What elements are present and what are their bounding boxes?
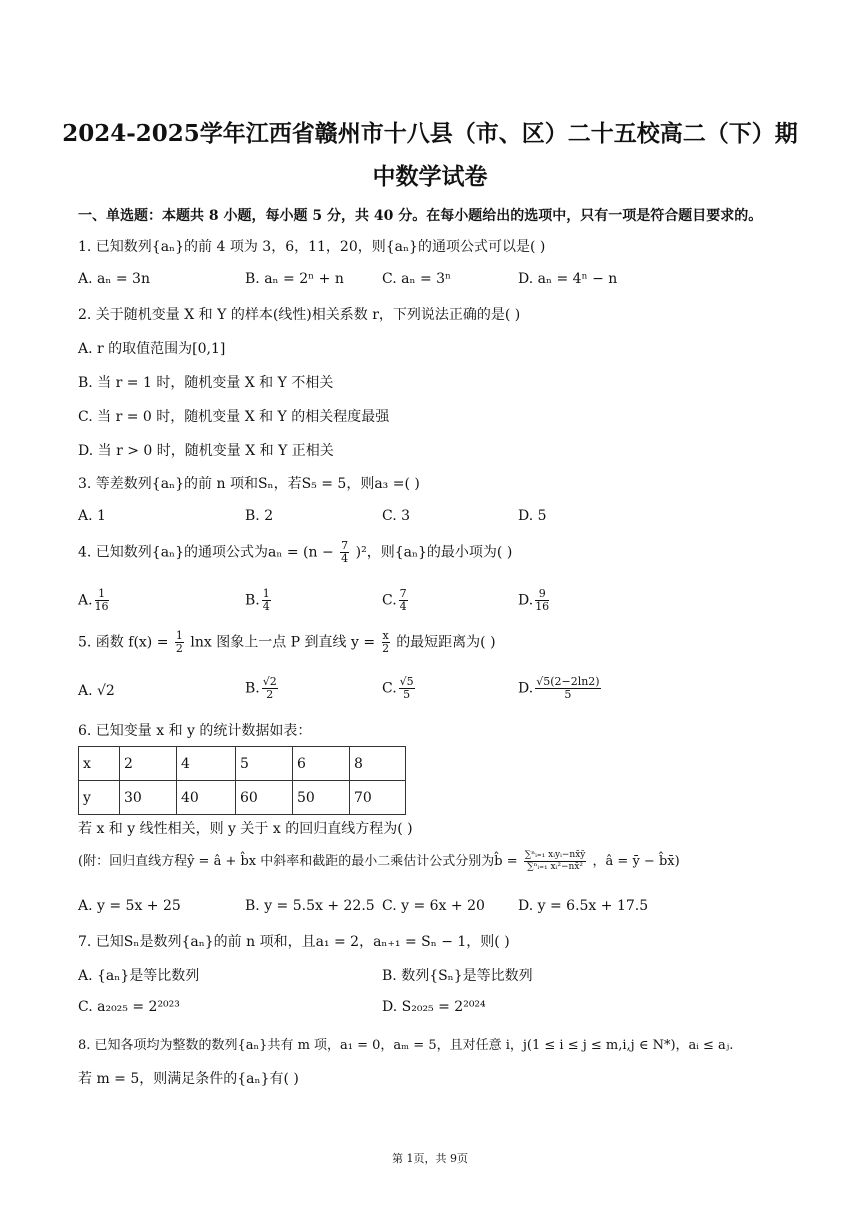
q4-option-a: A. $\frac{1}{16}$ [78,587,109,613]
q1-option-d: D. aₙ = 4ⁿ − n [518,271,618,287]
table-cell: 8 [350,747,406,781]
q5-stem: 5. 函数 f(x) = $\frac{1}{2}$ lnx 图象上一点 P 到直线 y = $\frac{x}{2}$ 的最短距离为( ) [78,629,496,655]
table-cell: 70 [350,781,406,815]
q3-option-c: C. 3 [382,508,411,524]
q5-half-fraction: $\frac{1}{2}$ [175,629,183,655]
exam-title-line2: 中数学试卷 [372,163,488,190]
q7-option-c: C. a₂₀₂₅ = 2²⁰²³ [78,999,180,1015]
q7-stem: 7. 已知Sₙ是数列{aₙ}的前 n 项和，且a₁ = 2，aₙ₊₁ = Sₙ − 1，则( ) [78,934,510,950]
table-cell: 2 [120,747,177,781]
table-cell: y [79,781,120,815]
q5-option-a: A. √2 [78,683,115,699]
q4-option-b: B. $\frac{1}{4}$ [245,587,270,613]
q4-option-c: C. $\frac{7}{4}$ [382,587,407,613]
q4-stem-fraction: $\frac{7}{4}$ [341,539,349,565]
table-cell: 4 [177,747,236,781]
q4-stem-part2: )²，则{aₙ}的最小项为( ) [355,544,513,561]
exam-title-line1: 2024-2025学年江西省赣州市十八县（市、区）二十五校高二（下）期 [62,120,798,147]
q5-line-fraction: $\frac{x}{2}$ [382,629,390,655]
q2-option-c: C. 当 r = 0 时，随机变量 X 和 Y 的相关程度最强 [78,409,390,425]
q5-option-c: C. $\frac{√5}{5}$ [382,675,414,701]
table-row [79,747,406,781]
q5-option-b: B. $\frac{√2}{2}$ [245,675,277,701]
q6-stem: 6. 已知变量 x 和 y 的统计数据如表： [78,723,312,739]
q7-option-d: D. S₂₀₂₅ = 2²⁰²⁴ [382,999,486,1015]
q4-stem [78,540,512,565]
table-cell: 60 [236,781,293,815]
q1-option-c: C. aₙ = 3ⁿ [382,271,452,287]
q4-option-d: D. $\frac{9}{16}$ [518,587,550,613]
q2-option-a: A. r 的取值范围为[0,1] [78,341,226,357]
table-cell: 40 [177,781,236,815]
q3-option-d: D. 5 [518,508,547,524]
q6-data-table [78,746,406,815]
q1-option-a: A. aₙ = 3n [78,271,150,287]
q8-stem-line2: 若 m = 5，则满足条件的{aₙ}有( ) [78,1071,299,1087]
q7-option-b: B. 数列{Sₙ}是等比数列 [382,968,533,984]
page-footer: 第 1页，共 9页 [392,1152,468,1165]
q3-option-b: B. 2 [245,508,274,524]
table-row [79,781,406,815]
q6-option-d: D. y = 6.5x + 17.5 [518,898,649,914]
q1-option-b: B. aₙ = 2ⁿ + n [245,271,344,287]
q5-option-d: D. $\frac{√5(2-2\ln 2)}{5}$ [518,675,600,701]
q6-option-b: B. y = 5.5x + 22.5 [245,898,375,914]
q1-stem: 1. 已知数列{aₙ}的前 4 项为 3，6，11，20，则{aₙ}的通项公式可以是( ) [78,239,546,255]
table-cell: 50 [293,781,350,815]
q6-question: 若 x 和 y 线性相关，则 y 关于 x 的回归直线方程为( ) [78,821,413,837]
table-cell: x [79,747,120,781]
section-heading: 一、单选题：本题共 8 小题，每小题 5 分，共 40 分。在每小题给出的选项中，只有一项是符合题目要求的。 [78,208,763,224]
q7-option-a: A. {aₙ}是等比数列 [78,968,200,984]
q3-option-a: A. 1 [78,508,106,524]
q6-option-a: A. y = 5x + 25 [78,898,181,914]
q3-stem: 3. 等差数列{aₙ}的前 n 项和Sₙ，若S₅ = 5，则a₃ =( ) [78,476,420,492]
q6-formula-note: (附：回归直线方程ŷ = â + b̂x 中斜率和截距的最小二乘估计公式分别为b̂ = $\frac{\text{∑ⁿᵢ₌₁ xᵢyᵢ−nx̄ȳ}}{\text{∑ⁿᵢ₌₁ xᵢ²−nx̄²}}$ ，â = ȳ − b̂x̄) [78,850,680,872]
q2-option-b: B. 当 r = 1 时，随机变量 X 和 Y 不相关 [78,375,334,391]
q6-slope-fraction: $\frac{\text{∑ⁿᵢ₌₁ xᵢyᵢ−nx̄ȳ}}{\text{∑ⁿᵢ₌₁ xᵢ²−nx̄²}}$ [524,850,586,872]
q8-stem-line1: 8. 已知各项均为整数的数列{aₙ}共有 m 项，a₁ = 0，aₘ = 5，且对任意 i，j(1 ≤ i ≤ j ≤ m,i,j ∈ N*)，aᵢ ≤ aⱼ. [78,1038,734,1053]
q2-option-d: D. 当 r > 0 时，随机变量 X 和 Y 正相关 [78,443,334,459]
table-cell: 5 [236,747,293,781]
table-cell: 6 [293,747,350,781]
q4-stem-part1: 4. 已知数列{aₙ}的通项公式为aₙ = (n − [78,544,334,561]
q6-option-c: C. y = 6x + 20 [382,898,485,914]
q2-stem: 2. 关于随机变量 X 和 Y 的样本(线性)相关系数 r，下列说法正确的是( ) [78,307,521,323]
table-cell: 30 [120,781,177,815]
